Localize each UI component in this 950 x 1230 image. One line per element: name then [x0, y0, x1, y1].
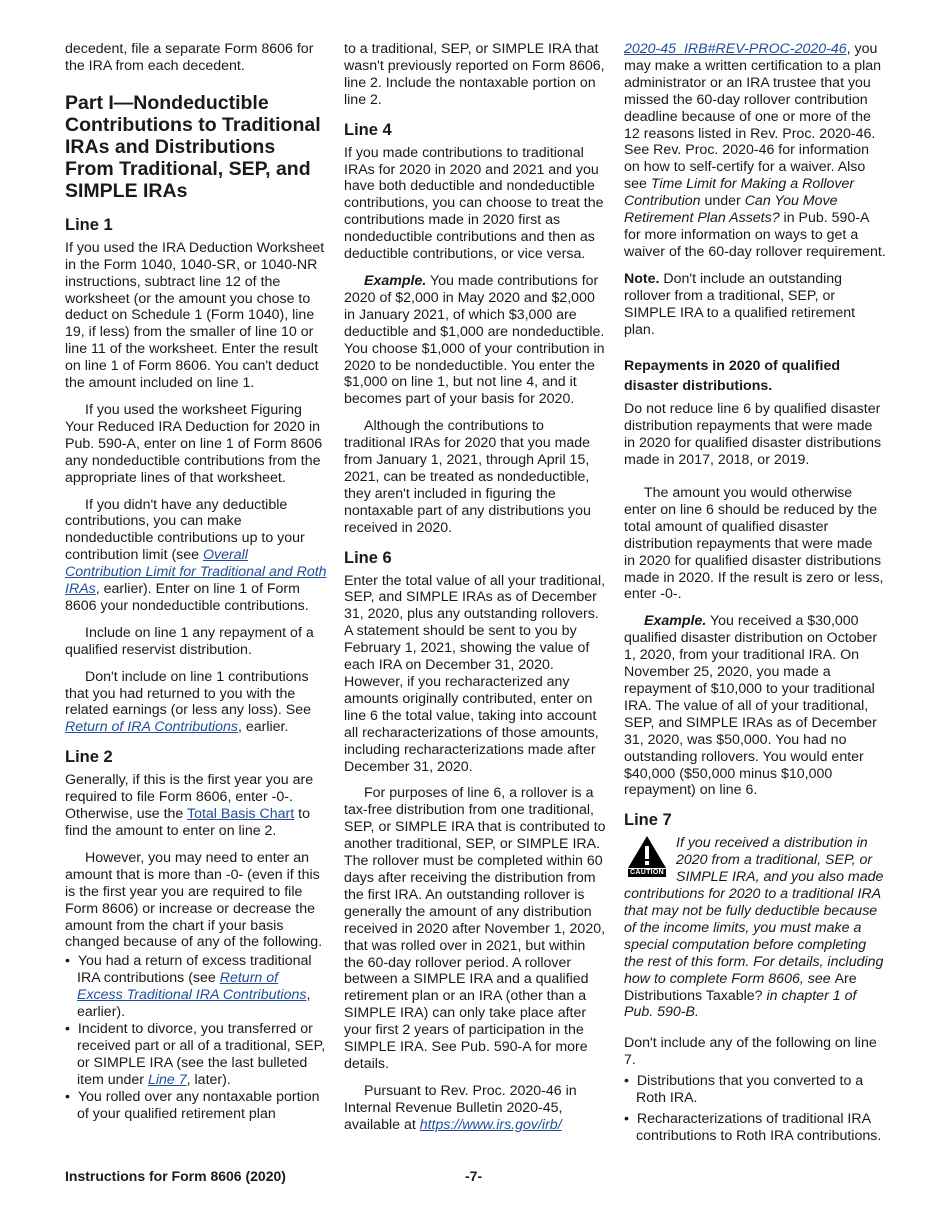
text: , you may make a written certification to a plan administrator or an IRA trustee that you missed the 60-day rollover contribution deadline because of one or more of the 12 reasons listed in Rev. Proc. 2020-46. See Rev. Proc. 2020-46 for information on how to self-certify for a waiver. Also see [624, 41, 882, 193]
paragraph: Although the contributions to traditional IRAs for 2020 that you made from January 1, 2021, through April 15, 2021, can be treated as nondeductible, they aren't included in figuring the nontaxable part of any distributions you received in 2020. [344, 418, 591, 536]
line7-heading: Line 7 [624, 811, 672, 830]
example-label: Example. [644, 613, 707, 630]
text: You had a return of excess traditional IRA contributions (see [77, 953, 312, 987]
bullet-item [65, 953, 327, 1021]
text: Generally, if this is the first year you are required to file Form 8606, enter -0-. Otherwise, use the [65, 772, 314, 823]
text: Can You Move Retirement Plan Assets? [624, 193, 838, 227]
bullet-item: • Distributions that you converted to a Roth IRA. [624, 1073, 886, 1107]
caution-paragraph [624, 835, 886, 1021]
return-of-ira-contributions-link[interactable]: Return of IRA Contributions [65, 719, 238, 736]
repayments-heading: Repayments in 2020 of qualified disaster distributions. [624, 358, 841, 395]
irs-bulletin-link-continued[interactable]: 2020-45_IRB#REV-PROC-2020-46 [624, 41, 847, 57]
example-paragraph [624, 613, 886, 799]
paragraph: If you used the worksheet Figuring Your Reduced IRA Deduction for 2020 in Pub. 590-A, enter on line 1 of Form 8606 any nondeductible contributions from the appropriate lines of that worksheet. [65, 401, 323, 486]
warning-triangle-icon [627, 835, 667, 869]
text: You received a $30,000 qualified disaster distribution on October 1, 2020, from your traditional IRA. On November 25, 2020, you made a repayment of $10,000 to your traditional IRA. The value of all of your traditional, SEP, and SIMPLE IRAs as of December 31, 2020, was $50,000. You had no outstanding rollovers. You would enter $40,000 ($50,000 minus $10,000 repayment) on line 6. [624, 613, 878, 799]
paragraph: Don't include any of the following on line 7. [624, 1035, 877, 1069]
column-2 [344, 41, 606, 1144]
overall-contribution-limit-link[interactable]: Overall Contribution Limit for Traditional and Roth IRAs [65, 547, 327, 598]
line1-heading: Line 1 [65, 215, 113, 234]
return-of-excess-contributions-link[interactable]: Return of Excess Traditional IRA Contributions [77, 970, 307, 1004]
text: under [700, 193, 745, 210]
text: Time Limit for Making a Rollover Contribution [624, 176, 855, 210]
paragraph: decedent, file a separate Form 8606 for the IRA from each decedent. [65, 41, 314, 74]
column-1 [65, 41, 327, 1122]
paragraph [624, 41, 886, 261]
example-label: Example. [364, 272, 427, 289]
text: Don't include on line 1 contributions that you had returned to you with the related earnings (or less any loss). See [65, 668, 312, 719]
line2-heading: Line 2 [65, 748, 113, 767]
paragraph: If you used the IRA Deduction Worksheet in the Form 1040, 1040-SR, or 1040-NR instructions, subtract line 12 of the worksheet (or the amount you chose to deduct on Schedule 1 (Form 1040), line 19, if less) from the smaller of line 10 or line 11 of the worksheet. Enter the result on line 1 of Form 8606. You can't deduct the amount included on line 1. [65, 239, 325, 392]
paragraph: Include on line 1 any repayment of a qualified reservist distribution. [65, 624, 314, 658]
text: Don't include an outstanding rollover from a traditional, SEP, or SIMPLE IRA to a qualified retirement plan. [624, 270, 856, 338]
paragraph: For purposes of line 6, a rollover is a tax-free distribution from one traditional, SEP, or SIMPLE IRA that is contributed to another traditional, SEP, or SIMPLE IRA. The rollover must be completed within 60 days after receiving the distribution from the first IRA. An outstanding rollover is generally the amount of any distribution received in 2020 after November 1, 2020, that was rolled over in 2021, but within the 60-day rollover period. A rollover between a SIMPLE IRA and a qualified retirement plan or an IRA (other than a SIMPLE IRA) can only take place after your first 2 years of participation in the SIMPLE IRA. See Pub. 590-A for more details. [344, 785, 606, 1072]
text: If you received a distribution in 2020 from a traditional, SEP, or SIMPLE IRA, and you also made contributions for 2020 to a traditional IRA that may not be fully deductible because of the income limits, you must make a special computation before completing the rest of this form. For details, including how to complete Form 8606, see [624, 835, 884, 987]
line6-heading: Line 6 [344, 548, 392, 567]
line4-heading: Line 4 [344, 120, 392, 139]
text: Pursuant to Rev. Proc. 2020-46 in Internal Revenue Bulletin 2020-45, available at [344, 1082, 577, 1133]
text: , later). [186, 1071, 231, 1088]
text: You made contributions for 2020 of $2,000 in May 2020 and $2,000 in January 2021, of which $3,000 are deductible and $1,000 are nondeductible. You choose $1,000 of your contribution in 2020 to be nondeductible. You enter the $1,000 on line 1, but not line 4, and it becomes part of your basis for 2020. [344, 272, 605, 408]
example-paragraph [344, 273, 606, 408]
footer-form-title: Instructions for Form 8606 (2020) [65, 1168, 286, 1184]
paragraph [65, 497, 327, 615]
text: in chapter 1 of Pub. 590-B. [624, 987, 857, 1021]
text: , earlier). [77, 987, 311, 1021]
text: in Pub. 590-A for more information on ways to get a waiver of the 60-day rollover requirement. [624, 210, 886, 260]
paragraph [344, 1083, 606, 1134]
total-basis-chart-link[interactable]: Total Basis Chart [186, 806, 295, 823]
paragraph: However, you may need to enter an amount that is more than -0- (even if this is the first year you are required to file Form 8606) or increase or decrease the amount from the chart if your basis changed because of any of the following. [65, 849, 323, 951]
bullet-item [65, 1021, 327, 1089]
text: If you didn't have any deductible contributions, you can make nondeductible contributions up to your contribution limit (see [65, 496, 305, 564]
text: Are Distributions Taxable? [624, 970, 857, 1004]
text: to find the amount to enter on line 2. [65, 806, 311, 839]
bullet-item: • Recharacterizations of traditional IRA contributions to Roth IRA contributions. [624, 1111, 886, 1145]
paragraph [65, 772, 327, 840]
paragraph: The amount you would otherwise enter on line 6 should be reduced by the total amount of qualified disaster distribution repayments that were made in 2020 for qualified disaster distributions made in 2020. If the result is zero or less, enter -0-. [624, 485, 884, 603]
line-7-link[interactable]: Line 7 [147, 1071, 187, 1088]
paragraph: Do not reduce line 6 by qualified disaster distribution repayments that were made in 2020 for qualified disaster distributions made in 2017, 2018, or 2019. [624, 401, 882, 469]
irs-bulletin-link[interactable]: https://www.irs.gov/irb/ [419, 1116, 562, 1133]
page-number: -7- [465, 1168, 483, 1184]
paragraph: to a traditional, SEP, or SIMPLE IRA that wasn't previously reported on Form 8606, line 2. Include the nontaxable portion on line 2. [344, 41, 605, 108]
paragraph [65, 669, 327, 737]
text: , earlier). Enter on line 1 of Form 8606 your nondeductible contributions. [65, 581, 309, 614]
column-3 [624, 41, 886, 1145]
caution-label: CAUTION [630, 869, 664, 877]
text: Incident to divorce, you transferred or received part or all of a traditional, SEP, or SIMPLE IRA (see the last bulleted item under [77, 1020, 326, 1088]
paragraph: If you made contributions to traditional IRAs for 2020 in 2020 and 2021 and you have both deductible and nondeductible contributions, you can choose to treat the contributions made in 2020 first as nondeductible contributions and then as deductible contributions, or vice versa. [344, 144, 604, 263]
text: , earlier. [237, 719, 289, 736]
paragraph: Enter the total value of all your traditional, SEP, and SIMPLE IRAs as of December 31, 2020, plus any outstanding rollovers. A statement should be sent to you by February 1, 2021, showing the value of each IRA on December 31, 2020. However, if you recharacterized any amounts originally contributed, enter on line 6 the total value, taking into account all recharacterizations of those amounts, including recharacterizations made after December 31, 2020. [344, 572, 606, 775]
note-paragraph [624, 271, 886, 339]
part1-title: Part I—Nondeductible Contributions to Traditional IRAs and Distributions From Traditional, SEP, and SIMPLE IRAs [65, 91, 321, 202]
note-label: Note. [624, 270, 660, 287]
caution-icon [624, 835, 670, 879]
bullet-item: • You rolled over any nontaxable portion of your qualified retirement plan [65, 1089, 327, 1123]
